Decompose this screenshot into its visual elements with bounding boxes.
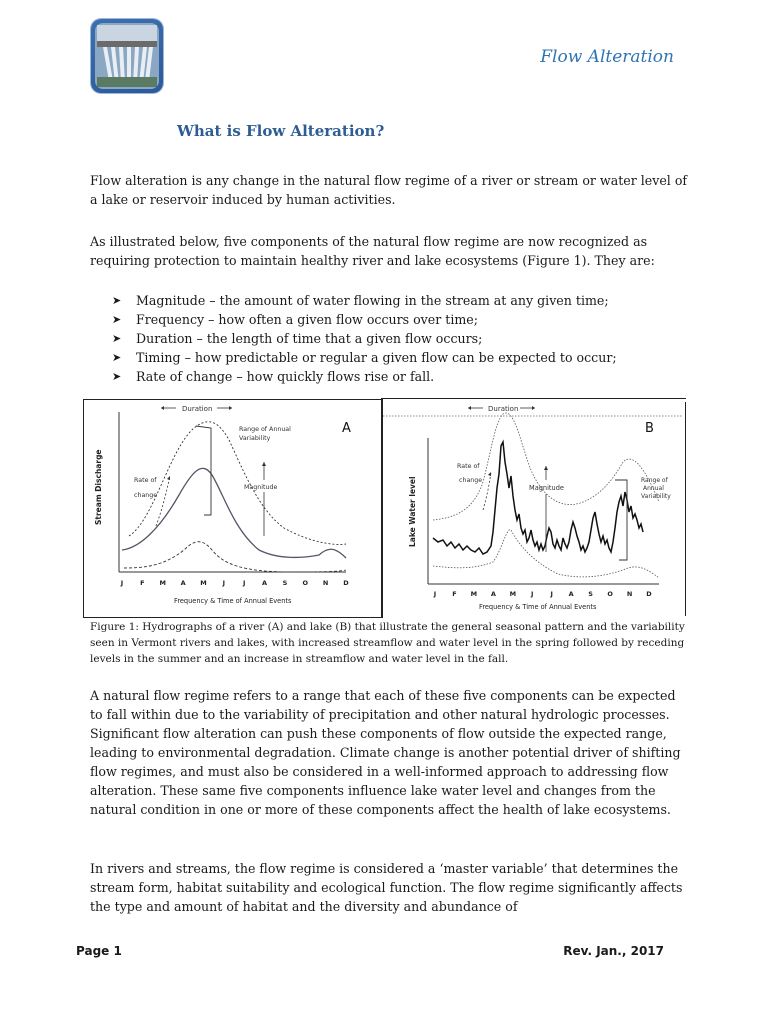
component-list (112, 291, 712, 386)
month-tick-label: A (490, 590, 496, 598)
figure-caption: Figure 1: Hydrographs of a river (A) and lake (B) that illustrate the general seasonal pattern and the variability seen in Vermont rivers and lakes, with increased streamflow and water level in the spring followed by receding levels in the summer and an increase in streamflow and water level in the fall. (90, 621, 685, 665)
svg-text:Range of Annual: Range of Annual (239, 426, 291, 433)
month-tick-label: N (626, 590, 633, 598)
hydrograph-lake (383, 402, 685, 616)
dam-logo (91, 19, 163, 93)
svg-text:Range of: Range of (641, 477, 668, 484)
duration-label: Duration (182, 405, 213, 413)
revision-date: Rev. Jan., 2017 (563, 944, 664, 958)
month-tick-label: S (588, 590, 593, 598)
month-tick-label: A (568, 590, 574, 598)
y-axis-label: Stream Discharge (94, 449, 103, 525)
x-axis-label: Frequency & Time of Annual Events (479, 603, 597, 611)
month-tick-label: N (322, 579, 329, 587)
figure-border (381, 398, 686, 399)
month-tick-label: J (550, 590, 553, 598)
month-tick-label: J (222, 579, 226, 587)
paragraph-natural-regime: A natural flow regime refers to a range that each of these five components can be expected to fall within due to the variability of precipitation and other natural hydrologic processes. Significant flow alteration can push these components of flow outside the expected range, leading to environmental degradation. Climate change is another potential driver of shifting flow regimes, and must also be considered in a well-informed approach to addressing flow alteration. These same five components influence lake water level and changes from the natural condition in one or more of these components affect the health of lake ecosystems. (90, 688, 681, 817)
svg-text:Rate of: Rate of (457, 463, 480, 470)
arrow-bullet-icon: ➤ (112, 313, 122, 326)
svg-text:Magnitude: Magnitude (529, 484, 564, 492)
month-tick-label: D (646, 590, 652, 598)
svg-text:Rate of: Rate of (134, 477, 157, 484)
svg-text:Variability: Variability (239, 435, 271, 442)
x-axis-label: Frequency & Time of Annual Events (174, 597, 292, 605)
month-tick-label: O (607, 590, 613, 598)
month-tick-label: F (452, 590, 457, 598)
page-number: Page 1 (76, 944, 122, 958)
section-heading: What is Flow Alteration? (177, 122, 385, 140)
panel-label-a: A (342, 421, 351, 436)
paragraph-master-variable: In rivers and streams, the flow regime is considered a ‘master variable’ that determines the stream form, habitat suitability and ecological function. The flow regime significantly affects the type and amount of habitat and the diversity and abundance of (90, 861, 683, 914)
hydrograph-river (83, 399, 383, 618)
panel-label-b: B (645, 421, 654, 436)
month-tick-label: O (302, 579, 309, 587)
svg-text:change: change (459, 477, 483, 484)
svg-text:Variability: Variability (641, 493, 671, 500)
figure-border (381, 398, 382, 617)
list-item: ➤ Rate of change – how quickly flows rise or fall. (112, 369, 435, 384)
month-tick-label: A (180, 579, 186, 587)
hydrograph-river-plot (84, 400, 382, 617)
paragraph-intro: Flow alteration is any change in the natural flow regime of a river or stream or water level of a lake or reservoir induced by human activities. (90, 173, 688, 207)
svg-text:Magnitude: Magnitude (244, 484, 278, 491)
figure-border (685, 402, 686, 616)
month-tick-label: M (159, 579, 166, 587)
header-title: Flow Alteration (540, 47, 674, 67)
list-item: ➤ Frequency – how often a given flow occurs over time; (112, 312, 478, 327)
month-tick-label: M (470, 590, 478, 598)
hydrograph-lake-plot (383, 402, 685, 616)
month-tick-label: M (200, 579, 207, 587)
paragraph-components: As illustrated below, five components of the natural flow regime are now recognized as requiring protection to maintain healthy river and lake ecosystems (Figure 1). They are: (90, 234, 655, 268)
arrow-bullet-icon: ➤ (112, 370, 122, 383)
arrow-bullet-icon: ➤ (112, 294, 122, 307)
month-tick-label: S (282, 579, 288, 587)
month-tick-label: J (242, 579, 246, 587)
month-tick-label: M (509, 590, 517, 598)
month-tick-label: J (433, 590, 437, 598)
arrow-bullet-icon: ➤ (112, 332, 122, 345)
svg-text:Annual: Annual (643, 485, 664, 492)
duration-label: Duration (488, 405, 519, 413)
list-item: ➤ Duration – the length of time that a given flow occurs; (112, 331, 483, 346)
month-tick-label: J (120, 579, 124, 587)
month-tick-label: A (262, 579, 268, 587)
month-tick-label: D (343, 579, 349, 587)
y-axis-label: Lake Water level (408, 476, 417, 547)
list-item: ➤ Timing – how predictable or regular a given flow can be expected to occur; (112, 350, 617, 365)
list-item: ➤ Magnitude – the amount of water flowing in the stream at any given time; (112, 293, 609, 308)
arrow-bullet-icon: ➤ (112, 351, 122, 364)
month-tick-label: J (531, 590, 534, 598)
svg-text:change: change (134, 492, 158, 499)
month-tick-label: F (140, 579, 145, 587)
dam-icon (91, 19, 163, 93)
